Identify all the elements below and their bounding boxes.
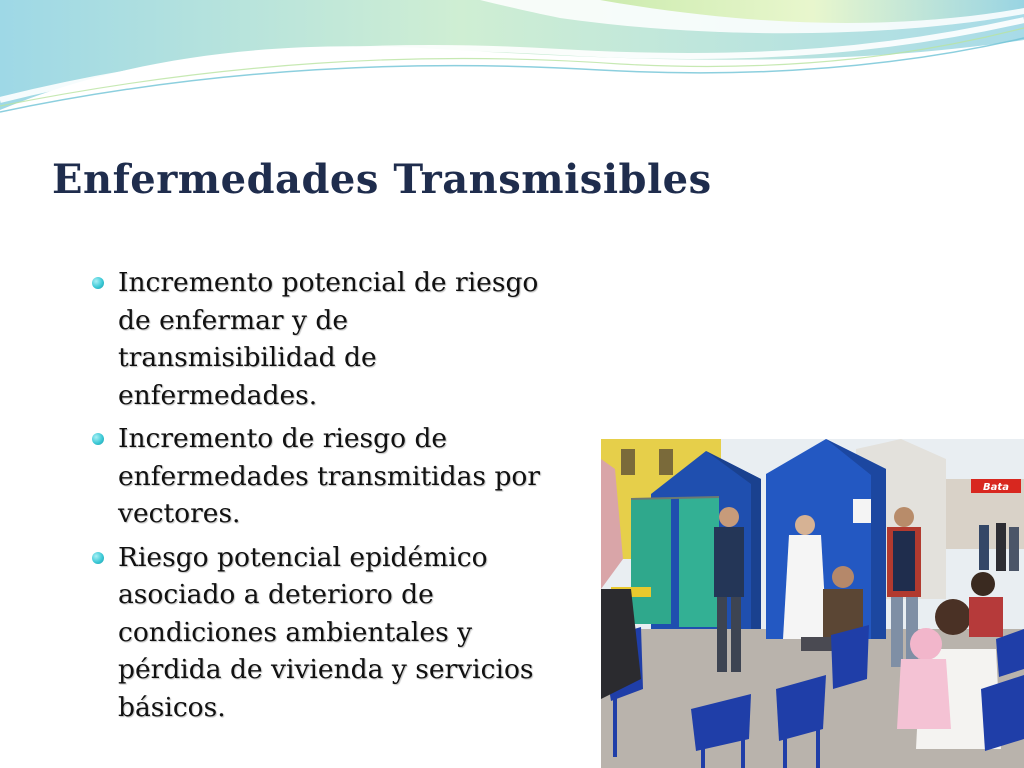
bullet-dot-icon [92,433,104,445]
privacy-screen [679,497,719,627]
bullet-text: Incremento potencial de riesgo de enfermar y de transmisibilidad de enfermedades. [118,267,539,411]
privacy-screen [631,499,671,624]
bullet-text: Incremento de riesgo de enfermedades transmitidas por vectores. [118,423,541,529]
bullet-list [90,264,560,732]
bullet-text: Riesgo potencial epidémico asociado a deterioro de condiciones ambientales y pérdida de vivienda y servicios básicos. [118,541,534,723]
bullet-item [90,264,560,414]
bullet-item [90,539,560,727]
tent-notice [853,499,871,523]
background-pedestrians [979,523,1019,571]
store-sign-text: Bata [983,482,1009,493]
header-wave-decoration [0,0,1024,130]
field-clinic-photo [601,439,1024,768]
bullet-item [90,420,560,533]
slide-title: Enfermedades Transmisibles [52,156,712,203]
bullet-dot-icon [92,552,104,564]
bullet-dot-icon [92,277,104,289]
